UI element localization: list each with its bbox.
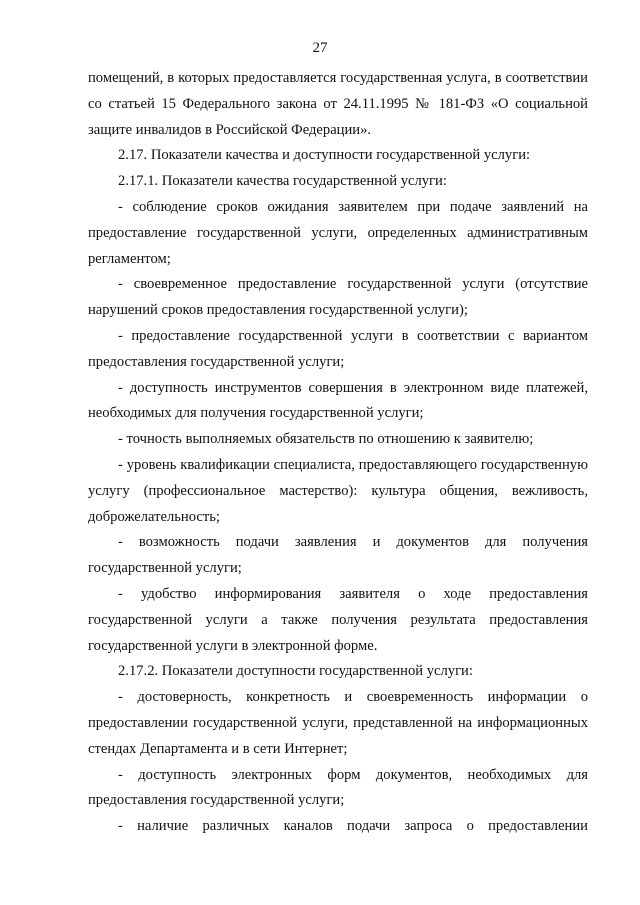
- paragraph-8: - точность выполняемых обязательств по отношению к заявителю;: [118, 431, 534, 448]
- paragraph-9: - уровень квалификации специалиста, предоставляющего государственную услугу (профессиональное мастерство): культура общения, вежливость, доброжелательность;: [88, 456, 588, 525]
- paragraph-13: - достоверность, конкретность и своевременность информации о предоставлении государственной услуги, представленной на информационных стендах Департамента и в сети Интернет;: [88, 689, 588, 757]
- document-body: [88, 66, 588, 840]
- paragraph-1: помещений, в которых предоставляется государственная услуга, в соответствии со статьей 15 Федерального закона от 24.11.1995 № 181-ФЗ «О социальной защите инвалидов в Российской Федерации».: [88, 70, 588, 138]
- paragraph-6: - предоставление государственной услуги в соответствии с вариантом предоставления государственной услуги;: [88, 327, 588, 370]
- paragraph-5: - своевременное предоставление государственной услуги (отсутствие нарушений сроков предоставления государственной услуги);: [88, 276, 588, 319]
- paragraph-2: 2.17. Показатели качества и доступности государственной услуги:: [118, 147, 531, 164]
- paragraph-10: - возможность подачи заявления и документов для получения государственной услуги;: [88, 534, 588, 577]
- paragraph-11: - удобство информирования заявителя о ходе предоставления государственной услуги а также получения результата предоставления государственной услуги в электронной форме.: [88, 585, 588, 654]
- page-number: 27: [312, 40, 328, 56]
- paragraph-7: - доступность инструментов совершения в электронном виде платежей, необходимых для получения государственной услуги;: [88, 379, 588, 422]
- paragraph-14: - доступность электронных форм документов, необходимых для предоставления государственной услуги;: [88, 766, 588, 809]
- paragraph-3: 2.17.1. Показатели качества государственной услуги:: [118, 173, 447, 190]
- paragraph-15: - наличие различных каналов подачи запроса о предоставлении: [118, 818, 588, 835]
- paragraph-12: 2.17.2. Показатели доступности государственной услуги:: [118, 663, 473, 680]
- paragraph-4: - соблюдение сроков ожидания заявителем при подаче заявлений на предоставление государственной услуги, определенных административным регламентом;: [88, 198, 588, 267]
